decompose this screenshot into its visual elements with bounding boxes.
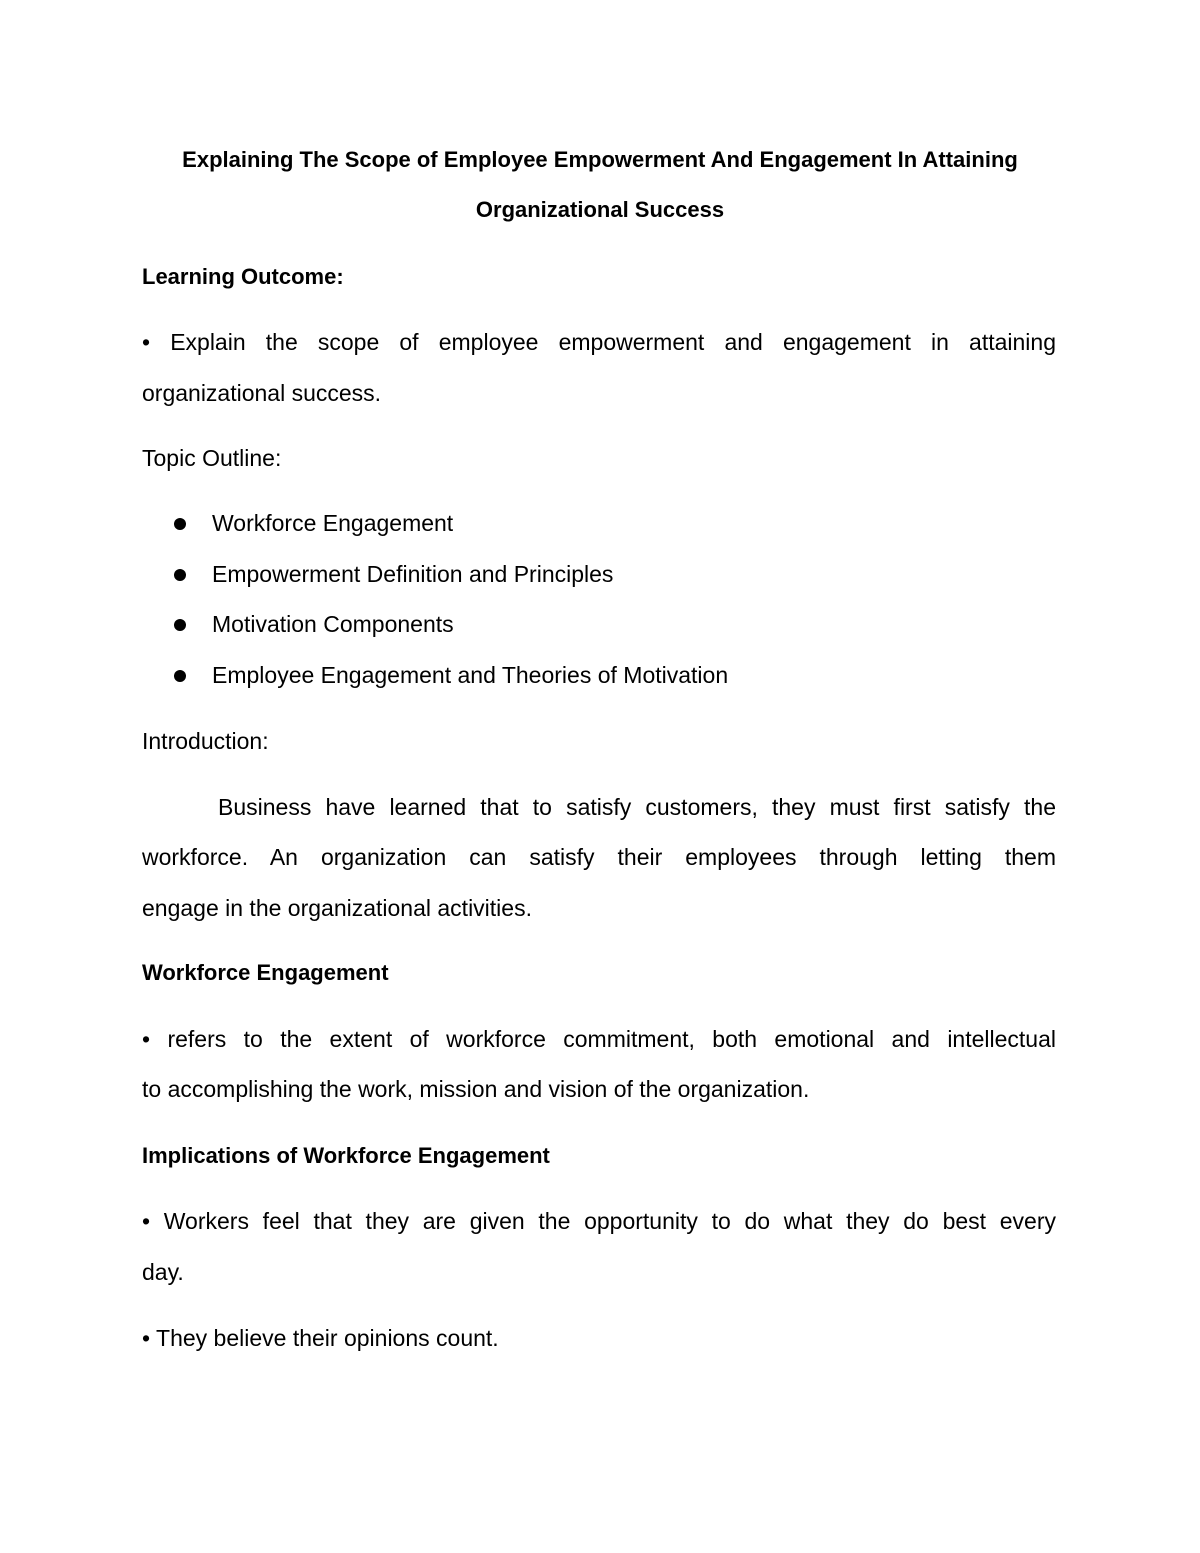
implications-heading: Implications of Workforce Engagement (142, 1143, 550, 1168)
document-title-line-2: Organizational Success (475, 197, 725, 222)
implications-bullet-1-line-1: • Workers feel that they are given the opportunity to do what they do best every (142, 1208, 1056, 1234)
document-title-line-1: Explaining The Scope of Employee Empowerment And Engagement In Attaining (182, 147, 1018, 172)
introduction-text-line-1: Business have learned that to satisfy customers, they must first satisfy the (218, 794, 1056, 820)
bullet-icon (174, 518, 186, 530)
workforce-engagement-heading: Workforce Engagement (142, 960, 389, 985)
topic-outline-item: Empowerment Definition and Principles (212, 561, 614, 587)
introduction-text-line-3: engage in the organizational activities. (142, 895, 532, 921)
bullet-icon (174, 569, 186, 581)
topic-outline-item: Motivation Components (212, 611, 454, 637)
bullet-icon (174, 619, 186, 631)
implications-bullet-1-line-2: day. (142, 1259, 184, 1285)
learning-outcome-text-line-1: • Explain the scope of employee empowerment and engagement in attaining (142, 329, 1056, 355)
introduction-text-line-2: workforce. An organization can satisfy their employees through letting them (142, 844, 1056, 870)
introduction-heading: Introduction: (142, 728, 269, 754)
workforce-engagement-text-line-2: to accomplishing the work, mission and vision of the organization. (142, 1076, 810, 1102)
topic-outline-item: Employee Engagement and Theories of Motivation (212, 662, 729, 688)
workforce-engagement-text-line-1: • refers to the extent of workforce commitment, both emotional and intellectual (142, 1026, 1056, 1052)
topic-outline-item: Workforce Engagement (212, 510, 454, 536)
learning-outcome-heading: Learning Outcome: (142, 264, 344, 289)
implications-bullet-2: • They believe their opinions count. (142, 1325, 499, 1351)
learning-outcome-text-line-2: organizational success. (142, 380, 382, 406)
bullet-icon (174, 670, 186, 682)
topic-outline-heading: Topic Outline: (142, 445, 282, 471)
